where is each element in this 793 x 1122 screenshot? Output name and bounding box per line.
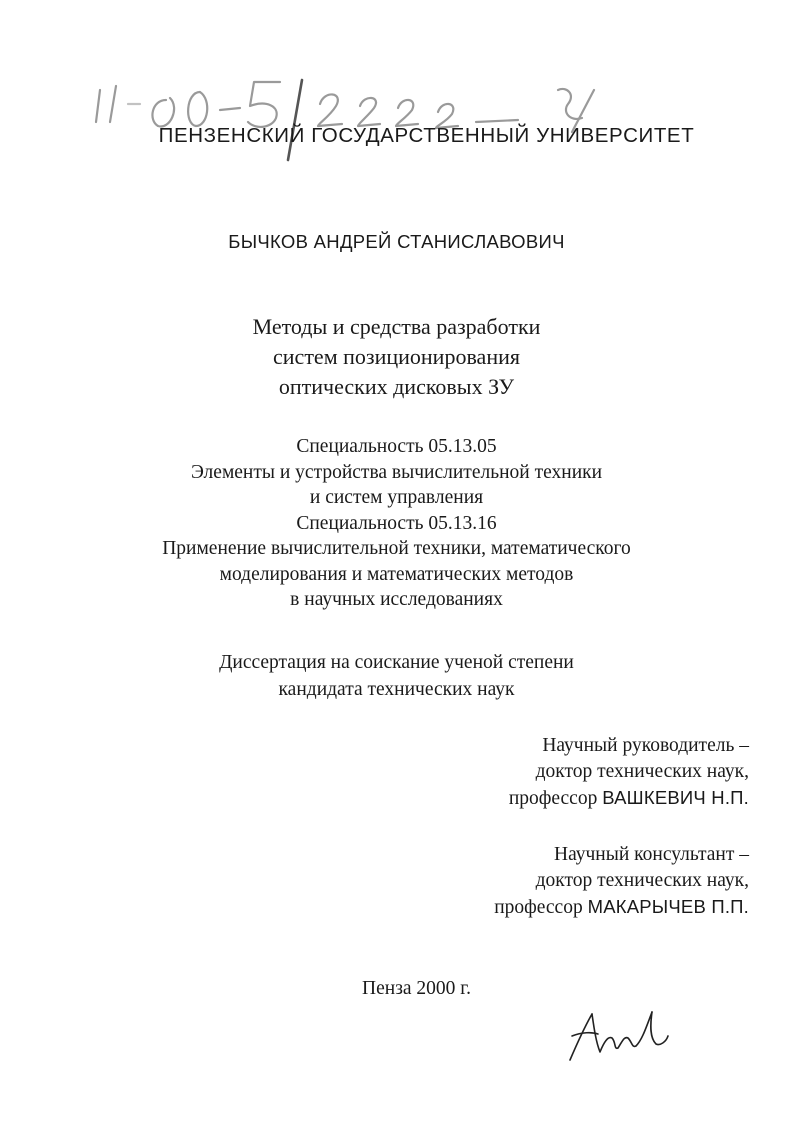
specialties-block (0, 434, 793, 613)
degree-line: кандидата технических наук (278, 679, 515, 700)
handwritten-archive-number (88, 60, 648, 170)
title-line: Методы и средства разработки (252, 314, 541, 339)
author-name: БЫЧКОВ АНДРЕЙ СТАНИСЛАВОВИЧ (228, 231, 565, 252)
supervisor-role: Научный руководитель – (542, 735, 749, 756)
scientific-consultant (494, 842, 749, 921)
degree-line: Диссертация на соискание ученой степени (219, 652, 574, 673)
university-name: ПЕНЗЕНСКИЙ ГОСУДАРСТВЕННЫЙ УНИВЕРСИТЕТ (158, 124, 695, 147)
consultant-role: Научный консультант – (554, 844, 749, 865)
supervisor-title: профессор (508, 788, 598, 809)
consultant-name: МАКАРЫЧЕВ П.П. (587, 896, 749, 917)
specialty-description: моделирования и математических методов (219, 563, 574, 585)
city-and-year: Пенза 2000 г. (362, 978, 471, 999)
consultant-title-name (494, 894, 749, 921)
specialty-code: Специальность 05.13.05 (296, 436, 497, 457)
specialty-description: в научных исследованиях (290, 589, 503, 610)
handwritten-signature (562, 1002, 672, 1066)
handwritten-archive-number-drawing (88, 60, 648, 170)
title-line: систем позиционирования (273, 344, 520, 369)
signature-drawing (562, 1002, 672, 1066)
supervisor-degree: доктор технических наук, (535, 761, 749, 782)
supervisor-title-name (509, 785, 749, 812)
specialty-description: Элементы и устройства вычислительной техники (190, 461, 603, 483)
consultant-degree: доктор технических наук, (535, 870, 749, 891)
title-line: оптических дисковых ЗУ (278, 374, 515, 399)
dissertation-degree (0, 649, 793, 703)
dissertation-title (0, 312, 793, 402)
consultant-title: профессор (494, 897, 583, 918)
specialty-description: Применение вычислительной техники, математического (162, 538, 631, 559)
supervisor-name: ВАШКЕВИЧ Н.П. (602, 787, 749, 808)
specialty-description: и систем управления (309, 487, 484, 508)
scientific-supervisor (509, 733, 749, 812)
specialty-code: Специальность 05.13.16 (296, 512, 497, 534)
